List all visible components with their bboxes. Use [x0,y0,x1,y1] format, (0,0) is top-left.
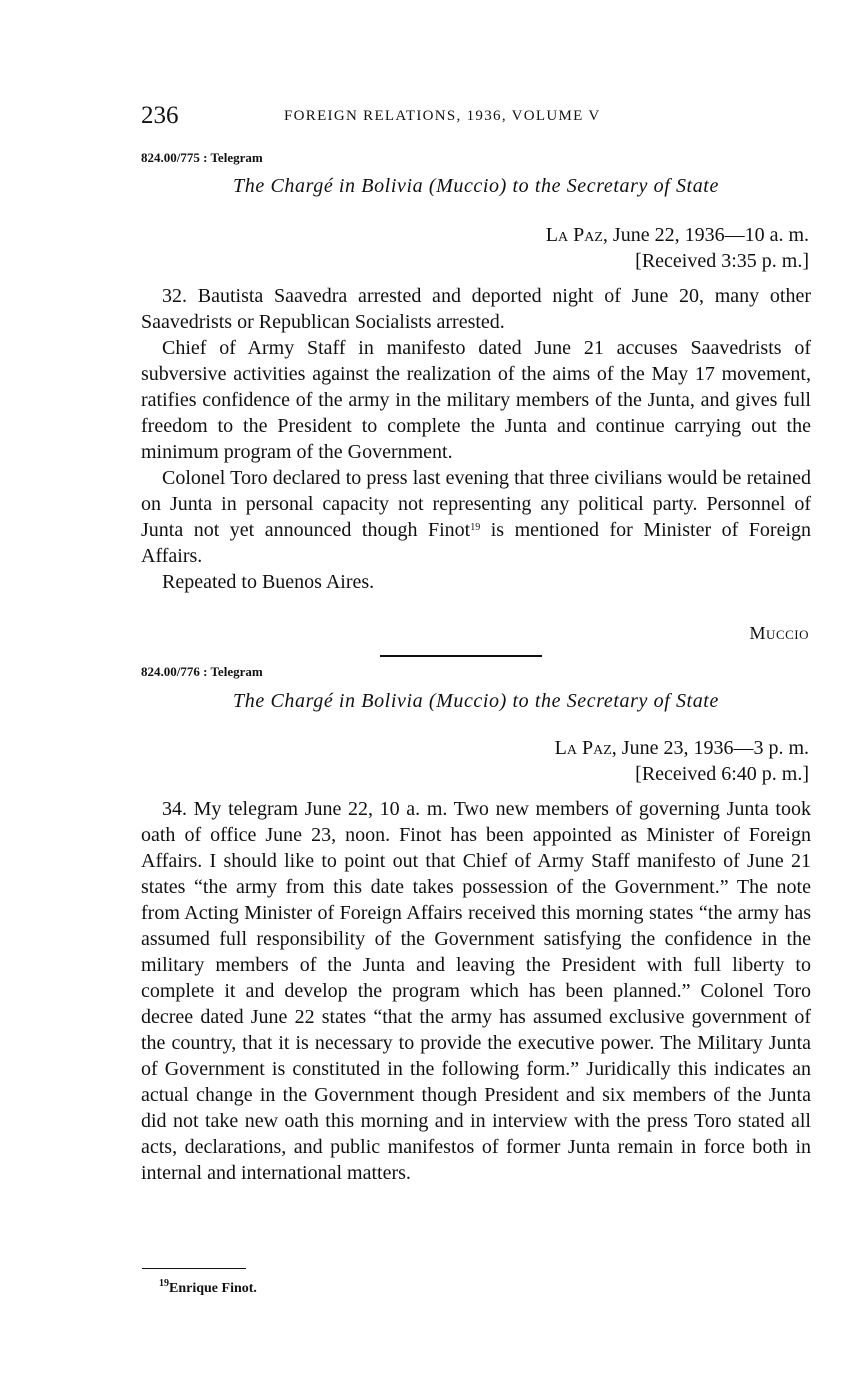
paragraph-text: Colonel Toro declared to press last evening that three civilians would be retained on Junta in personal capacity not representing any political party. Personnel of Junta not yet announced though Finot [141,467,811,541]
paragraph-text: is mentioned for Minister of Foreign Affairs. [141,519,812,567]
dateline-date: June 22, 1936—10 a. m. [612,224,809,246]
body-paragraph: Chief of Army Staff in manifesto dated June 21 accuses Saavedrists of subversive activities against the realization of the aims of the May 17 movement, ratifies confidence of the army in the military members of the Junta, and gives full freedom to the President to complete the Junta and continue carrying out the minimum program of the Government. [141,337,811,463]
dateline-place: La Paz, [545,224,608,246]
footnote-rule [142,1268,246,1269]
dateline-place: La Paz, [554,737,617,759]
footnote-text: Enrique Finot. [169,1281,257,1296]
footnote-mark: 19 [159,1278,169,1289]
dateline [546,222,809,248]
running-head [141,100,811,132]
body-paragraph: Repeated to Buenos Aires. [162,571,375,593]
footnote-reference: 19 [470,522,481,533]
dateline-date: June 23, 1936—3 p. m. [621,737,809,759]
section-divider [380,655,542,657]
body-paragraph: 32. Bautista Saavedra arrested and deported night of June 20, many other Saavedrists or Republican Socialists arrested. [141,285,811,333]
received-time: [Received 3:35 p. m.] [635,250,809,272]
body-paragraph [141,465,811,569]
received-time: [Received 6:40 p. m.] [635,763,809,785]
file-reference: 824.00/776 : Telegram [141,664,263,679]
document-body [141,283,811,595]
footnote [159,1279,257,1299]
document-title: The Chargé in Bolivia (Muccio) to the Secretary of State [233,690,719,712]
page-number: 236 [141,102,179,129]
document-title: The Chargé in Bolivia (Muccio) to the Secretary of State [233,175,719,197]
document-body [141,796,811,1186]
running-title: FOREIGN RELATIONS, 1936, VOLUME V [284,108,601,124]
file-reference: 824.00/775 : Telegram [141,150,263,165]
body-paragraph: 34. My telegram June 22, 10 a. m. Two new members of governing Junta took oath of office June 23, noon. Finot has been appointed as Minister of Foreign Affairs. I should like to point out that Chief of Army Staff manifesto of June 21 states “the army from this date takes possession of the Government.” The note from Acting Minister of Foreign Affairs received this morning states “the army has assumed full responsibility of the Government satisfying the confidence in the military members of the Junta and leaving the President with full liberty to complete it and develop the program which has been planned.” Colonel Toro decree dated June 22 states “that the army has assumed exclusive government of the country, that it is necessary to provide the executive power. The Military Junta of Government is constituted in the following form.” Juridically this indicates an actual change in the Government though President and six members of the Junta did not take new oath this morning and in interview with the press Toro stated all acts, declarations, and public manifestos of former Junta remain in force both in internal and international matters. [141,798,811,1184]
dateline [555,735,809,761]
signature: Muccio [749,623,809,643]
